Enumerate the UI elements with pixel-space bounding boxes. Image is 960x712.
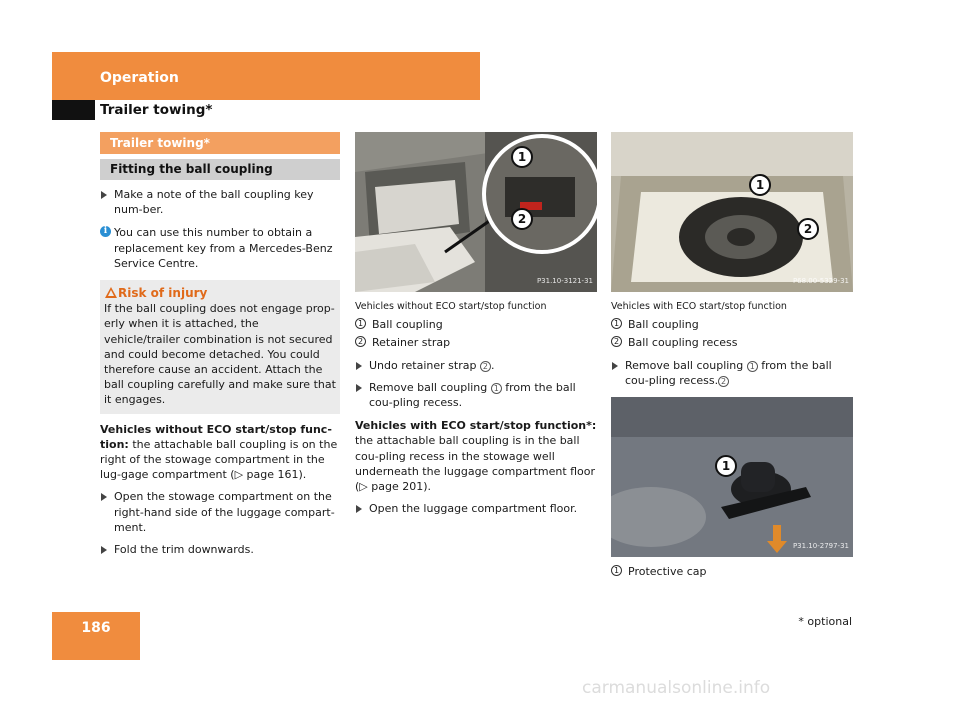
column-2 bbox=[355, 132, 597, 516]
callout-ball-coupling: 1 bbox=[749, 174, 771, 196]
step-text-end: from the ball cou-pling recess. bbox=[369, 380, 576, 410]
paragraph-lead: Vehicles with ECO start/stop function*: bbox=[355, 419, 597, 433]
warning-triangle-icon bbox=[105, 287, 117, 298]
inline-number: 1 bbox=[747, 361, 758, 372]
legend-number: 2 bbox=[611, 336, 622, 347]
step-text: Remove ball coupling bbox=[369, 380, 491, 394]
legend-number: 2 bbox=[355, 336, 366, 347]
step-text-end: . bbox=[490, 358, 495, 372]
inline-number: 1 bbox=[491, 383, 502, 394]
arrow-icon bbox=[101, 546, 107, 554]
callout-ball-coupling: 1 bbox=[511, 146, 533, 168]
subsection-title: Trailer towing* bbox=[100, 102, 213, 118]
legend-number: 1 bbox=[611, 565, 622, 576]
step-text: Open the luggage compartment floor. bbox=[369, 502, 578, 516]
arrow-icon bbox=[612, 362, 618, 370]
legend-text: Protective cap bbox=[628, 565, 707, 579]
photo-code: P31.10-3121-31 bbox=[536, 276, 593, 285]
protective-cap-photo bbox=[611, 397, 853, 557]
paragraph-end: ). bbox=[298, 468, 307, 482]
step-text: Remove ball coupling bbox=[625, 358, 747, 372]
arrow-icon bbox=[356, 505, 362, 513]
info-icon: i bbox=[100, 226, 111, 237]
arrow-icon bbox=[101, 493, 107, 501]
page-reference[interactable]: page 201 bbox=[371, 480, 424, 494]
page-reference[interactable]: page 161 bbox=[246, 468, 299, 482]
page-ref-arrow-icon: ▷ bbox=[234, 468, 244, 482]
legend-number: 1 bbox=[355, 318, 366, 329]
step-text: Open the stowage compartment on the right-hand side of the luggage compart-ment. bbox=[114, 490, 335, 534]
luggage-compartment-photo bbox=[355, 132, 597, 292]
section-title: Operation bbox=[100, 70, 179, 86]
instruction-step bbox=[355, 358, 597, 373]
photo-illustration bbox=[611, 132, 853, 292]
arrow-icon bbox=[101, 191, 107, 199]
arrow-icon bbox=[356, 362, 362, 370]
instruction-step bbox=[100, 489, 340, 535]
photo-illustration bbox=[355, 132, 597, 292]
photo-caption: Vehicles without ECO start/stop function bbox=[355, 301, 547, 312]
subsection-bar: Fitting the ball coupling bbox=[100, 159, 340, 180]
callout-ball-coupling-recess: 2 bbox=[797, 218, 819, 240]
paragraph-end: ). bbox=[423, 480, 432, 494]
legend-text: Ball coupling bbox=[372, 318, 443, 332]
arrow-icon bbox=[356, 384, 362, 392]
warning-text: If the ball coupling does not engage prop-erly when it is attached, the vehicle/trailer combination is not secured and could become detached. You could therefore cause an accident. Attach the ball coupling carefully and make sure that it engages. bbox=[104, 302, 336, 407]
watermark: carmanualsonline.info bbox=[582, 678, 771, 698]
optional-note: * optional bbox=[798, 615, 852, 628]
paragraph bbox=[355, 418, 597, 494]
inline-number: 2 bbox=[480, 361, 491, 372]
step-text: Make a note of the ball coupling key num-ber. bbox=[114, 188, 314, 217]
instruction-step bbox=[355, 380, 597, 410]
step-text: Undo retainer strap bbox=[369, 358, 480, 372]
legend-text: Ball coupling bbox=[628, 318, 699, 332]
photo-caption: Vehicles with ECO start/stop function bbox=[611, 301, 787, 312]
warning-heading bbox=[104, 286, 336, 301]
instruction-step bbox=[100, 542, 340, 557]
legend-number: 1 bbox=[611, 318, 622, 329]
paragraph bbox=[100, 422, 340, 483]
header-marker bbox=[52, 100, 95, 120]
instruction-step bbox=[100, 187, 340, 217]
warning-title: Risk of injury bbox=[118, 286, 208, 301]
spare-wheel-well-photo bbox=[611, 132, 853, 292]
instruction-step bbox=[611, 358, 853, 388]
legend-item bbox=[355, 335, 597, 350]
legend-item bbox=[611, 564, 853, 579]
inline-number: 2 bbox=[718, 376, 729, 387]
warning-box bbox=[100, 280, 340, 414]
legend-item bbox=[355, 317, 597, 332]
photo-illustration bbox=[611, 397, 853, 557]
section-title-bar: Trailer towing* bbox=[100, 132, 340, 154]
paragraph-text: the attachable ball coupling is in the ball cou-pling recess in the stowage well underneath the luggage compartment floor ( bbox=[355, 434, 596, 494]
step-text-end: from the ball cou-pling recess. bbox=[625, 358, 832, 387]
legend-text: Retainer strap bbox=[372, 336, 451, 350]
page-ref-arrow-icon: ▷ bbox=[359, 480, 368, 494]
column-1 bbox=[100, 132, 340, 557]
legend-item bbox=[611, 335, 853, 350]
photo-code: P31.10-2797-31 bbox=[792, 541, 849, 550]
callout-protective-cap: 1 bbox=[715, 455, 737, 477]
paragraph-lead: Vehicles without ECO start/stop func-tion: bbox=[100, 422, 332, 451]
instruction-step bbox=[355, 501, 597, 516]
page-number: 186 bbox=[81, 620, 111, 636]
legend-item bbox=[611, 317, 853, 332]
photo-code: P68.00-5329-31 bbox=[792, 276, 849, 285]
column-3 bbox=[611, 132, 853, 579]
info-text: You can use this number to obtain a replacement key from a Mercedes-Benz Service Centre. bbox=[114, 226, 333, 270]
info-note bbox=[100, 225, 340, 271]
legend-text: Ball coupling recess bbox=[628, 336, 738, 350]
callout-retainer-strap: 2 bbox=[511, 208, 533, 230]
step-text: Fold the trim downwards. bbox=[114, 543, 254, 557]
paragraph-text: the attachable ball coupling is on the right of the stowage compartment in the lug-gage compartment ( bbox=[100, 437, 338, 482]
